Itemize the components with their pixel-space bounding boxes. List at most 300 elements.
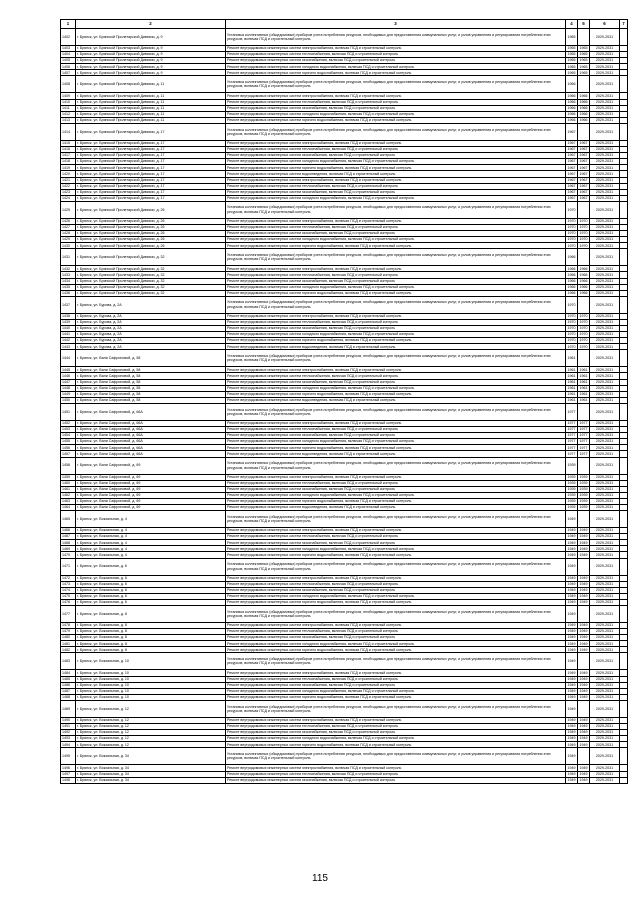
table-cell: 2029-2031 — [590, 474, 620, 480]
table-cell: 1485 — [61, 676, 76, 682]
table-cell: 1965 — [579, 46, 588, 51]
table-cell: 2029-2031 — [590, 391, 620, 397]
table-cell: г. Брянск, ул. Бурова, д. 2А — [76, 344, 226, 350]
table-cell: Ремонт внутридомовых инженерных систем электроснабжения, включая ПСД и строительный контроль — [226, 575, 566, 581]
table-cell: 1970 — [579, 338, 588, 343]
table-cell: Установка коллективных (общедомовых) приборов учета потребления ресурсов, необходимых для предоставления коммунальных услуг, и узлов управления и регулирования потребления этих ресурсов, включая ПСД и строительный контроль — [226, 296, 566, 313]
table-cell: г. Брянск, ул. Брянской Пролетарской Дивизии, д. 32 — [76, 272, 226, 278]
table-cell: 1961 — [579, 398, 588, 403]
table-cell: 1965 — [579, 64, 588, 69]
table-cell: Ремонт внутридомовых инженерных систем теплоснабжения, включая ПСД и строительный контроль — [226, 99, 566, 105]
table-cell: 1949 — [567, 689, 576, 693]
table-cell: 1949 — [579, 534, 588, 539]
page-number: 115 — [312, 873, 328, 884]
table-cell: 1497 — [61, 771, 76, 777]
table-cell: 1966 — [579, 118, 588, 123]
table-cell: 1970 — [567, 314, 576, 319]
table-cell — [620, 403, 628, 420]
table-cell: 1939 — [579, 505, 588, 510]
table-cell: 1949 — [567, 594, 576, 599]
table-cell: 1404 — [61, 52, 76, 58]
table-cell: 1414 — [61, 123, 76, 140]
table-cell: 2029-2031 — [590, 724, 620, 730]
table-cell: г. Брянск, ул. Брянской Пролетарской Дивизии, д. 17 — [76, 159, 226, 165]
table-cell: 1488 — [61, 694, 76, 700]
table-cell: г. Брянск, ул. Брянской Пролетарской Дивизии, д. 17 — [76, 147, 226, 153]
table-cell: 2029-2031 — [590, 123, 620, 140]
table-cell: 1977 — [579, 427, 588, 432]
table-cell: г. Брянск, ул. Бурова, д. 2А — [76, 332, 226, 338]
table-cell: г. Брянск, ул. Вокзальная, д. 12 — [76, 717, 226, 723]
table-cell: 2029-2031 — [590, 231, 620, 237]
table-cell: 2029-2031 — [590, 451, 620, 457]
table-cell: 1428 — [61, 231, 76, 237]
table-cell: 1970 — [567, 326, 576, 331]
table-cell: 1949 — [567, 724, 576, 729]
table-cell: 1412 — [61, 111, 76, 117]
table-cell: 1967 — [579, 141, 588, 146]
table-cell: 1432 — [61, 266, 76, 272]
table-cell: 1466 — [61, 528, 76, 534]
table-cell: 1961 — [567, 398, 576, 403]
header-cell: 4 — [566, 20, 578, 29]
table-cell: г. Брянск, ул. Брянской Пролетарской Дивизии, д. 26 — [76, 224, 226, 230]
table-cell: г. Брянск, ул. Вали Сафроновой, д. 66А — [76, 439, 226, 445]
table-cell: 1949 — [567, 718, 576, 723]
table-cell: 2029-2031 — [590, 140, 620, 146]
table-cell: 2029-2031 — [590, 29, 620, 46]
table-cell: 2029-2031 — [590, 224, 620, 230]
table-cell: Ремонт внутридомовых инженерных систем теплоснабжения, включая ПСД и строительный контроль — [226, 224, 566, 230]
table-cell: 1967 — [567, 153, 576, 158]
table-cell: 1468 — [61, 540, 76, 546]
table-cell: 2029-2031 — [590, 528, 620, 534]
table-cell: Ремонт внутридомовых инженерных систем газоснабжения, включая ПСД и строительный контроль — [226, 635, 566, 641]
table-cell: 1966 — [567, 93, 576, 98]
table-cell: 1477 — [61, 606, 76, 623]
table-cell: 1487 — [61, 688, 76, 694]
table-cell: 2029-2031 — [590, 736, 620, 742]
table-cell: г. Брянск, ул. Вокзальная, д. 8 — [76, 606, 226, 623]
table-cell: Ремонт внутридомовых инженерных систем холодного водоснабжения, включая ПСД и строительный контроль — [226, 111, 566, 117]
table-cell: 1970 — [567, 338, 576, 343]
header-cell: 1 — [61, 20, 76, 29]
table-cell: г. Брянск, ул. Брянской Пролетарской Дивизии, д. 17 — [76, 140, 226, 146]
table-cell: Ремонт внутридомовых инженерных систем электроснабжения, включая ПСД и строительный контроль — [226, 313, 566, 319]
table-cell: 1431 — [61, 249, 76, 266]
table-cell: 2029-2031 — [590, 201, 620, 218]
table-cell: 1435 — [61, 284, 76, 290]
table-cell: г. Брянск, ул. Брянской Пролетарской Дивизии, д. 9 — [76, 29, 226, 46]
table-cell: 1446 — [61, 373, 76, 379]
table-cell: 1977 — [567, 439, 576, 444]
table-row — [61, 606, 628, 623]
table-cell: Установка коллективных (общедомовых) приборов учета потребления ресурсов, необходимых для предоставления коммунальных услуг, и узлов управления и регулирования потребления этих ресурсов, включая ПСД и строительный контроль — [226, 123, 566, 140]
table-cell: 1949 — [579, 742, 588, 747]
table-cell: 1966 — [567, 105, 576, 110]
table-cell: 2029-2031 — [590, 319, 620, 325]
table-cell: 1408 — [61, 76, 76, 93]
table-cell: 2029-2031 — [590, 629, 620, 635]
table-cell: 2029-2031 — [590, 427, 620, 433]
table-cell: Установка коллективных (общедомовых) приборов учета потребления ресурсов, необходимых для предоставления коммунальных услуг, и узлов управления и регулирования потребления этих ресурсов, включая ПСД и строительный контроль — [226, 511, 566, 528]
table-cell: г. Брянск, ул. Вокзальная, д. 10 — [76, 682, 226, 688]
table-cell: 1437 — [61, 296, 76, 313]
table-cell: г. Брянск, ул. Брянской Пролетарской Дивизии, д. 32 — [76, 284, 226, 290]
table-cell: 2029-2031 — [590, 653, 620, 670]
table-cell: Ремонт внутридомовых инженерных систем теплоснабжения, включая ПСД и строительный контроль — [226, 183, 566, 189]
table-cell: 1464 — [61, 504, 76, 510]
table-cell: г. Брянск, ул. Вали Сафроновой, д. 69 — [76, 480, 226, 486]
table-cell: 1967 — [567, 141, 576, 146]
table-cell: 2029-2031 — [590, 694, 620, 700]
table-cell: г. Брянск, ул. Вокзальная, д. 10 — [76, 694, 226, 700]
table-cell: 1444 — [61, 350, 76, 367]
table-cell: 2029-2031 — [590, 771, 620, 777]
table-cell: 1405 — [61, 58, 76, 64]
table-cell: г. Брянск, ул. Вали Сафроновой, д. 66А — [76, 433, 226, 439]
table-cell: 1966 — [567, 118, 576, 123]
table-cell: 1482 — [61, 647, 76, 653]
table-cell: 2029-2031 — [590, 159, 620, 165]
table-cell: Ремонт внутридомовых инженерных систем теплоснабжения, включая ПСД и строительный контроль — [226, 581, 566, 587]
table-cell: г. Брянск, ул. Брянской Пролетарской Дивизии, д. 17 — [76, 165, 226, 171]
table-cell: г. Брянск, ул. Бурова, д. 2А — [76, 326, 226, 332]
table-cell: Ремонт внутридомовых инженерных систем электроснабжения, включая ПСД и строительный контроль — [226, 474, 566, 480]
table-cell: 1939 — [579, 474, 588, 479]
table-cell: г. Брянск, ул. Вали Сафроновой, д. 69 — [76, 486, 226, 492]
table-cell: Ремонт внутридомовых инженерных систем холодного водоснабжения, включая ПСД и строительный контроль — [226, 641, 566, 647]
table-cell: г. Брянск, ул. Бурова, д. 2А — [76, 313, 226, 319]
table-cell: 2029-2031 — [590, 546, 620, 552]
table-cell: г. Брянск, ул. Вокзальная, д. 34 — [76, 748, 226, 765]
table-cell: Установка коллективных (общедомовых) приборов учета потребления ресурсов, необходимых для предоставления коммунальных услуг, и узлов управления и регулирования потребления этих ресурсов, включая ПСД и строительный контроль — [226, 403, 566, 420]
table-cell: 1949 — [567, 540, 576, 545]
table-cell: Ремонт внутридомовых инженерных систем теплоснабжения, включая ПСД и строительный контроль — [226, 373, 566, 379]
table-cell: 1970 — [579, 237, 588, 242]
table-cell: Ремонт внутридомовых инженерных систем газоснабжения, включая ПСД и строительный контроль — [226, 153, 566, 159]
table-cell: 2029-2031 — [590, 504, 620, 510]
table-cell: 1413 — [61, 117, 76, 123]
table-cell: Ремонт внутридомовых инженерных систем горячего водоснабжения, включая ПСД и строительный контроль — [226, 647, 566, 653]
table-cell: 1471 — [61, 558, 76, 575]
table-cell: 2029-2031 — [590, 313, 620, 319]
table-cell: 1965 — [567, 64, 576, 69]
header-cell: 5 — [578, 20, 590, 29]
table-cell: Ремонт внутридомовых инженерных систем газоснабжения, включая ПСД и строительный контроль — [226, 278, 566, 284]
table-cell: 1961 — [566, 350, 578, 367]
table-cell: 1965 — [579, 52, 588, 57]
header-cell: 2 — [76, 20, 226, 29]
table-cell: 2029-2031 — [590, 730, 620, 736]
table-cell: г. Брянск, ул. Брянской Пролетарской Дивизии, д. 17 — [76, 123, 226, 140]
table-cell: Ремонт внутридомовых инженерных систем горячего водоснабжения, включая ПСД и строительный контроль — [226, 243, 566, 249]
table-cell: г. Брянск, ул. Вокзальная, д. 8 — [76, 635, 226, 641]
table-cell: 2029-2031 — [590, 742, 620, 748]
table-cell: г. Брянск, ул. Вали Сафроновой, д. 58 — [76, 379, 226, 385]
table-cell: Ремонт внутридомовых инженерных систем газоснабжения, включая ПСД и строительный контроль — [226, 540, 566, 546]
table-cell: 1949 — [579, 552, 588, 557]
table-cell: 1939 — [567, 505, 576, 510]
table-cell: 1421 — [61, 177, 76, 183]
table-cell: 1967 — [579, 171, 588, 176]
table-cell: 1434 — [61, 278, 76, 284]
table-cell: 2029-2031 — [590, 765, 620, 771]
document-table — [60, 19, 627, 784]
table-cell: 1410 — [61, 99, 76, 105]
table-cell: 1454 — [61, 433, 76, 439]
table-cell: г. Брянск, ул. Брянской Пролетарской Дивизии, д. 9 — [76, 52, 226, 58]
table-cell: Ремонт внутридомовых инженерных систем газоснабжения, включая ПСД и строительный контроль — [226, 58, 566, 64]
table-cell: 2029-2031 — [590, 575, 620, 581]
table-cell — [578, 403, 590, 420]
table-cell: Ремонт внутридомовых инженерных систем электроснабжения, включая ПСД и строительный контроль — [226, 266, 566, 272]
table-cell: 1970 — [567, 243, 576, 248]
table-cell: 2029-2031 — [590, 64, 620, 70]
table-cell: 1433 — [61, 272, 76, 278]
table-cell: 1450 — [61, 397, 76, 403]
table-cell: Ремонт внутридомовых инженерных систем холодного водоснабжения, включая ПСД и строительный контроль — [226, 593, 566, 599]
table-cell: 2029-2031 — [590, 581, 620, 587]
table-cell: 2029-2031 — [590, 332, 620, 338]
table-cell: 1458 — [61, 457, 76, 474]
table-cell: 2029-2031 — [590, 540, 620, 546]
table-cell: 1970 — [567, 344, 576, 349]
table-cell: 1949 — [579, 718, 588, 723]
table-cell: 1939 — [567, 480, 576, 485]
table-cell: 1970 — [567, 225, 576, 230]
table-cell: 1479 — [61, 629, 76, 635]
table-row — [61, 653, 628, 670]
table-cell: 1949 — [567, 736, 576, 741]
table-cell: 1965 — [567, 46, 576, 51]
table-cell: г. Брянск, ул. Брянской Пролетарской Дивизии, д. 11 — [76, 76, 226, 93]
table-cell: 1966 — [579, 272, 588, 277]
table-cell: 1970 — [579, 332, 588, 337]
table-cell: Установка коллективных (общедомовых) приборов учета потребления ресурсов, необходимых для предоставления коммунальных услуг, и узлов управления и регулирования потребления этих ресурсов, включая ПСД и строительный контроль — [226, 29, 566, 46]
table-cell: Ремонт внутридомовых инженерных систем водоотведения, включая ПСД и строительный контроль — [226, 397, 566, 403]
table-cell: Ремонт внутридомовых инженерных систем теплоснабжения, включая ПСД и строительный контроль — [226, 534, 566, 540]
table-cell: 2029-2031 — [590, 117, 620, 123]
table-cell: г. Брянск, ул. Вокзальная, д. 4 — [76, 534, 226, 540]
table-cell: Ремонт внутридомовых инженерных систем газоснабжения, включая ПСД и строительный контроль — [226, 730, 566, 736]
table-cell: 1949 — [567, 647, 576, 652]
table-cell: Ремонт внутридомовых инженерных систем газоснабжения, включая ПСД и строительный контроль — [226, 777, 566, 783]
table-cell: 2029-2031 — [590, 498, 620, 504]
table-cell — [578, 558, 590, 575]
table-cell: г. Брянск, ул. Вокзальная, д. 10 — [76, 670, 226, 676]
table-cell: 1967 — [567, 177, 576, 182]
table-cell: 2029-2031 — [590, 593, 620, 599]
table-cell: 1949 — [567, 629, 576, 634]
table-cell: 2029-2031 — [590, 670, 620, 676]
table-cell: 1406 — [61, 64, 76, 70]
table-cell: г. Брянск, ул. Вокзальная, д. 10 — [76, 676, 226, 682]
table-cell: 1472 — [61, 575, 76, 581]
table-cell: Установка коллективных (общедомовых) приборов учета потребления ресурсов, необходимых для предоставления коммунальных услуг, и узлов управления и регулирования потребления этих ресурсов, включая ПСД и строительный контроль — [226, 76, 566, 93]
table-cell: Ремонт внутридомовых инженерных систем холодного водоснабжения, включая ПСД и строительный контроль — [226, 284, 566, 290]
table-cell: 1456 — [61, 445, 76, 451]
table-cell: г. Брянск, ул. Брянской Пролетарской Дивизии, д. 17 — [76, 195, 226, 201]
table-cell: 2029-2031 — [590, 433, 620, 439]
table-cell: г. Брянск, ул. Вали Сафроновой, д. 58 — [76, 391, 226, 397]
table-cell: Ремонт внутридомовых инженерных систем горячего водоснабжения, включая ПСД и строительный контроль — [226, 498, 566, 504]
table-cell: Ремонт внутридомовых инженерных систем газоснабжения, включая ПСД и строительный контроль — [226, 433, 566, 439]
table-cell: Ремонт внутридомовых инженерных систем электроснабжения, включая ПСД и строительный контроль — [226, 765, 566, 771]
table-cell: 1939 — [579, 499, 588, 504]
table-cell: 1461 — [61, 486, 76, 492]
table-cell: 1483 — [61, 653, 76, 670]
table-cell: 2029-2031 — [590, 290, 620, 296]
table-cell: 2029-2031 — [590, 403, 620, 420]
table-cell: 1977 — [579, 451, 588, 456]
table-cell: Ремонт внутридомовых инженерных систем теплоснабжения, включая ПСД и строительный контроль — [226, 629, 566, 635]
table-cell: Ремонт внутридомовых инженерных систем холодного водоснабжения, включая ПСД и строительный контроль — [226, 159, 566, 165]
table-cell: 2029-2031 — [590, 243, 620, 249]
table-cell: г. Брянск, ул. Вокзальная, д. 34 — [76, 765, 226, 771]
table-cell: Ремонт внутридомовых инженерных систем теплоснабжения, включая ПСД и строительный контроль — [226, 724, 566, 730]
table-cell: 1949 — [567, 552, 576, 557]
table-cell: Ремонт внутридомовых инженерных систем газоснабжения, включая ПСД и строительный контроль — [226, 379, 566, 385]
table-cell: 2029-2031 — [590, 284, 620, 290]
table-cell: г. Брянск, ул. Брянской Пролетарской Дивизии, д. 9 — [76, 46, 226, 52]
table-cell: 1455 — [61, 439, 76, 445]
table-cell: Ремонт внутридомовых инженерных систем электроснабжения, включая ПСД и строительный контроль — [226, 420, 566, 426]
table-cell: 1970 — [567, 320, 576, 325]
table-cell: Ремонт внутридомовых инженерных систем электроснабжения, включая ПСД и строительный контроль — [226, 623, 566, 629]
table-cell: г. Брянск, ул. Брянской Пролетарской Дивизии, д. 32 — [76, 278, 226, 284]
table-cell: 2029-2031 — [590, 552, 620, 558]
table-cell: 2029-2031 — [590, 99, 620, 105]
table-cell: 1977 — [579, 433, 588, 438]
table-cell: 1492 — [61, 730, 76, 736]
table-cell: г. Брянск, ул. Вали Сафроновой, д. 66А — [76, 420, 226, 426]
table-cell: Установка коллективных (общедомовых) приборов учета потребления ресурсов, необходимых для предоставления коммунальных услуг, и узлов управления и регулирования потребления этих ресурсов, включая ПСД и строительный контроль — [226, 249, 566, 266]
table-cell: 1489 — [61, 700, 76, 717]
table-cell: 2029-2031 — [590, 486, 620, 492]
table-cell: 1427 — [61, 224, 76, 230]
table-cell: 1426 — [61, 218, 76, 224]
table-cell: 1970 — [579, 344, 588, 349]
table-cell: г. Брянск, ул. Вокзальная, д. 4 — [76, 540, 226, 546]
table-cell: Ремонт внутридомовых инженерных систем электроснабжения, включая ПСД и строительный контроль — [226, 218, 566, 224]
table-cell: 1977 — [566, 403, 578, 420]
table-cell: 1949 — [579, 600, 588, 605]
table-cell: г. Брянск, ул. Вокзальная, д. 34 — [76, 771, 226, 777]
table-cell: 1961 — [567, 373, 576, 378]
table-cell: г. Брянск, ул. Вокзальная, д. 8 — [76, 647, 226, 653]
table-cell: 1949 — [579, 647, 588, 652]
table-cell: 2029-2031 — [590, 682, 620, 688]
table-cell: 1970 — [579, 243, 588, 248]
table-cell: 2029-2031 — [590, 189, 620, 195]
table-cell: 1967 — [567, 183, 576, 188]
table-cell: Ремонт внутридомовых инженерных систем горячего водоснабжения, включая ПСД и строительный контроль — [226, 391, 566, 397]
table-cell: 1970 — [579, 225, 588, 230]
table-cell: г. Брянск, ул. Вали Сафроновой, д. 66А — [76, 403, 226, 420]
table-cell: 2029-2031 — [590, 676, 620, 682]
table-cell: 2029-2031 — [590, 641, 620, 647]
table-cell: 2029-2031 — [590, 147, 620, 153]
table-cell: 1949 — [567, 742, 576, 747]
table-cell: г. Брянск, ул. Брянской Пролетарской Дивизии, д. 17 — [76, 153, 226, 159]
table-cell: 2029-2031 — [590, 385, 620, 391]
table-cell: Ремонт внутридомовых инженерных систем горячего водоснабжения, включая ПСД и строительный контроль — [226, 338, 566, 344]
table-row — [61, 700, 628, 717]
table-cell: 2029-2031 — [590, 445, 620, 451]
table-cell: 1949 — [567, 641, 576, 646]
table-cell: Ремонт внутридомовых инженерных систем холодного водоснабжения, включая ПСД и строительный контроль — [226, 439, 566, 445]
table-row — [61, 403, 628, 420]
table-cell: 2029-2031 — [590, 688, 620, 694]
table-cell: Ремонт внутридомовых инженерных систем электроснабжения, включая ПСД и строительный контроль — [226, 528, 566, 534]
table-cell: Ремонт внутридомовых инженерных систем горячего водоснабжения, включая ПСД и строительный контроль — [226, 445, 566, 451]
table-cell: г. Брянск, ул. Вали Сафроновой, д. 69 — [76, 474, 226, 480]
table-cell: 2029-2031 — [590, 534, 620, 540]
table-cell: г. Брянск, ул. Брянской Пролетарской Дивизии, д. 17 — [76, 177, 226, 183]
table-cell: Установка коллективных (общедомовых) приборов учета потребления ресурсов, необходимых для предоставления коммунальных услуг, и узлов управления и регулирования потребления этих ресурсов, включая ПСД и строительный контроль — [226, 700, 566, 717]
table-cell: 1977 — [579, 421, 588, 426]
table-cell: Ремонт внутридомовых инженерных систем холодного водоснабжения, включая ПСД и строительный контроль — [226, 64, 566, 70]
table-cell: 1961 — [579, 379, 588, 384]
table-cell: 1486 — [61, 682, 76, 688]
table-cell: 1415 — [61, 140, 76, 146]
table-cell — [578, 653, 590, 670]
table-cell: 1473 — [61, 581, 76, 587]
table-cell: г. Брянск, ул. Брянской Пролетарской Дивизии, д. 17 — [76, 189, 226, 195]
table-cell — [620, 653, 628, 670]
table-cell: 1949 — [567, 575, 576, 580]
table-cell: Ремонт внутридомовых инженерных систем холодного водоснабжения, включая ПСД и строительный контроль — [226, 736, 566, 742]
table-cell: Ремонт внутридомовых инженерных систем холодного водоснабжения, включая ПСД и строительный контроль — [226, 237, 566, 243]
table-cell — [578, 350, 590, 367]
table-cell: 1977 — [567, 451, 576, 456]
table-cell: 1949 — [579, 771, 588, 776]
table-cell: г. Брянск, ул. Брянской Пролетарской Дивизии, д. 11 — [76, 111, 226, 117]
table-cell: 1495 — [61, 748, 76, 765]
table-row — [61, 457, 628, 474]
table-cell: 1445 — [61, 367, 76, 373]
table-cell: 1447 — [61, 379, 76, 385]
table-cell: Ремонт внутридомовых инженерных систем электроснабжения, включая ПСД и строительный контроль — [226, 140, 566, 146]
table-cell: 2029-2031 — [590, 296, 620, 313]
table-cell: 2029-2031 — [590, 326, 620, 332]
table-cell: Установка коллективных (общедомовых) приборов учета потребления ресурсов, необходимых для предоставления коммунальных услуг, и узлов управления и регулирования потребления этих ресурсов, включая ПСД и строительный контроль — [226, 748, 566, 765]
table-cell — [620, 457, 628, 474]
table-cell: 1977 — [579, 439, 588, 444]
table-cell: Ремонт внутридомовых инженерных систем теплоснабжения, включая ПСД и строительный контроль — [226, 771, 566, 777]
table-cell: 1966 — [567, 99, 576, 104]
table-cell: Ремонт внутридомовых инженерных систем электроснабжения, включая ПСД и строительный контроль — [226, 367, 566, 373]
table-cell: г. Брянск, ул. Вокзальная, д. 8 — [76, 623, 226, 629]
table-cell: 1977 — [567, 433, 576, 438]
table-cell: 1949 — [567, 546, 576, 551]
table-cell: 1967 — [579, 183, 588, 188]
table-cell: 1961 — [579, 385, 588, 390]
table-cell: 2029-2031 — [590, 46, 620, 52]
table-cell: 1939 — [567, 493, 576, 498]
table-cell: 1966 — [579, 290, 588, 295]
table-cell: 1452 — [61, 420, 76, 426]
table-cell: 1462 — [61, 492, 76, 498]
table-cell — [620, 296, 628, 313]
table-cell: 1949 — [567, 587, 576, 592]
table-cell: Ремонт внутридомовых инженерных систем горячего водоснабжения, включая ПСД и строительный контроль — [226, 165, 566, 171]
table-cell: Ремонт внутридомовых инженерных систем холодного водоснабжения, включая ПСД и строительный контроль — [226, 332, 566, 338]
table-cell: 1480 — [61, 635, 76, 641]
table-cell: 2029-2031 — [590, 218, 620, 224]
table-cell: 2029-2031 — [590, 350, 620, 367]
